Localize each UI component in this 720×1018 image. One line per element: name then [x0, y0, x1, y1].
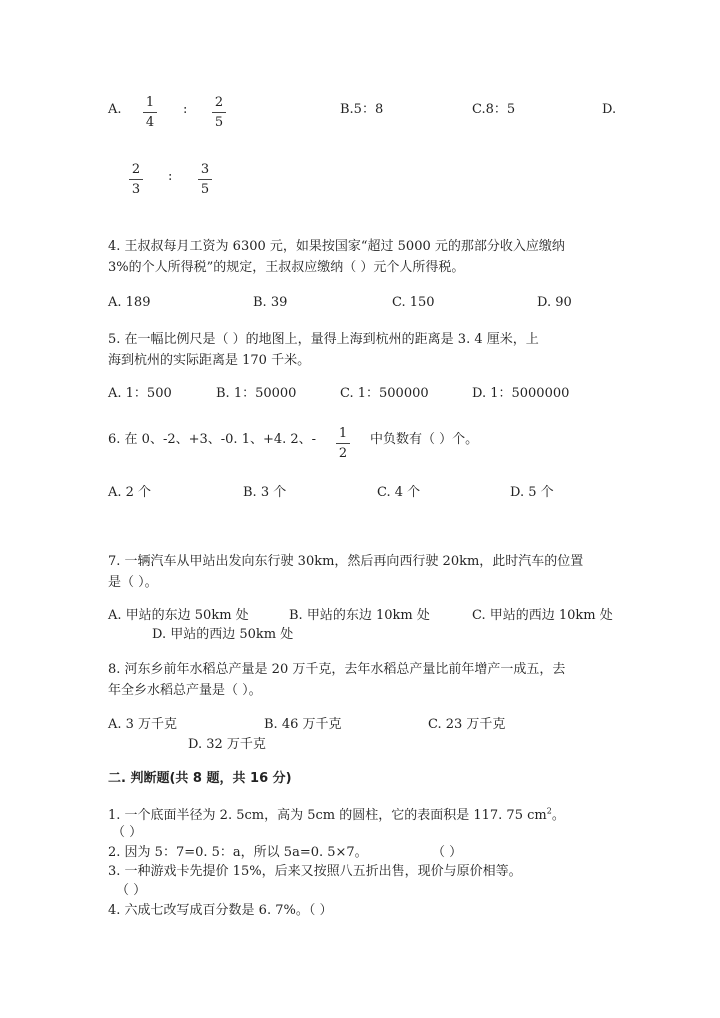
- fraction-numerator: 2: [214, 95, 224, 110]
- q6-prefix: 6. 在 0、-2、+3、-0. 1、+4. 2、-: [108, 432, 317, 447]
- judge-3-line-1: 3. 一种游戏卡先提价 15%，后来又按照八五折出售，现价与原价相等。: [108, 864, 522, 879]
- q3-option-b: B.5：8: [340, 102, 384, 117]
- q7-option-c: C. 甲站的西边 10km 处: [472, 608, 613, 623]
- judge-1-end: 。: [551, 808, 565, 823]
- q8-option-b: B. 46 万千克: [264, 717, 342, 732]
- fraction-numerator: 1: [145, 95, 155, 110]
- judge-2-answer-paren: （ ）: [432, 845, 463, 860]
- q6-suffix: 中负数有（ ）个。: [370, 432, 479, 447]
- q3-option-d-fraction-2: [198, 163, 212, 196]
- q5-option-a: A. 1：500: [108, 386, 172, 401]
- q3-option-c: C.8：5: [472, 102, 516, 117]
- q4-option-d: D. 90: [537, 295, 572, 310]
- q3-option-d-fraction-1: [129, 163, 143, 196]
- q6-option-a: A. 2 个: [108, 485, 152, 500]
- q5-line-1: 5. 在一幅比例尺是（ ）的地图上，量得上海到杭州的距离是 3. 4 厘米，上: [108, 332, 539, 347]
- q5-option-c: C. 1：500000: [340, 386, 429, 401]
- q4-option-c: C. 150: [392, 295, 435, 310]
- q6-option-d: D. 5 个: [510, 485, 554, 500]
- fraction-numerator: 2: [131, 162, 141, 177]
- q7-line-2: 是（ ）。: [108, 575, 158, 590]
- fraction-denominator: 5: [214, 115, 224, 130]
- q8-option-c: C. 23 万千克: [428, 717, 506, 732]
- q7-option-a: A. 甲站的东边 50km 处: [108, 608, 249, 623]
- fraction-bar: [336, 443, 350, 444]
- fraction-numerator: 3: [200, 162, 210, 177]
- judge-3-line-2: （ ）: [116, 883, 147, 898]
- judge-1-text: 1. 一个底面半径为 2. 5cm，高为 5cm 的圆柱，它的表面积是 117. 75 cm: [108, 808, 547, 823]
- q7-option-d: D. 甲站的西边 50km 处: [152, 627, 294, 642]
- q3-option-a-label: A.: [108, 102, 122, 117]
- q4-line-2: 3%的个人所得税”的规定，王叔叔应缴纳（ ）元个人所得税。: [108, 260, 465, 275]
- q6-option-b: B. 3 个: [243, 485, 287, 500]
- q8-option-d: D. 32 万千克: [188, 737, 266, 752]
- judge-1-line-2: （ ）: [112, 825, 143, 840]
- q3-option-a-colon: :: [183, 102, 188, 117]
- q7-line-1: 7. 一辆汽车从甲站出发向东行驶 30km，然后再向西行驶 20km，此时汽车的位置: [108, 554, 584, 569]
- q6-fraction: [336, 427, 350, 460]
- fraction-denominator: 3: [131, 182, 141, 197]
- section-2-title: 二. 判断题(共 8 题，共 16 分): [108, 771, 292, 786]
- q3-option-d-colon: :: [168, 169, 173, 184]
- q4-option-b: B. 39: [253, 295, 288, 310]
- q7-option-b: B. 甲站的东边 10km 处: [289, 608, 430, 623]
- fraction-bar: [129, 179, 143, 180]
- q8-line-1: 8. 河东乡前年水稻总产量是 20 万千克，去年水稻总产量比前年增产一成五，去: [108, 662, 566, 677]
- fraction-denominator: 5: [200, 182, 210, 197]
- q3-option-d-label: D.: [602, 102, 617, 117]
- fraction-bar: [212, 112, 226, 113]
- q8-line-2: 年全乡水稻总产量是（ ）。: [108, 683, 262, 698]
- q3-option-a-fraction-2: [212, 96, 226, 129]
- q4-line-1: 4. 王叔叔每月工资为 6300 元，如果按国家“超过 5000 元的那部分收入应缴纳: [108, 239, 565, 254]
- q3-option-a-fraction-1: [143, 96, 157, 129]
- q5-option-d: D. 1：5000000: [472, 386, 570, 401]
- judge-4-text: 4. 六成七改写成百分数是 6. 7%。（ ）: [108, 903, 333, 918]
- q5-option-b: B. 1：50000: [216, 386, 297, 401]
- judge-1-superscript: 2: [546, 806, 552, 816]
- fraction-numerator: 1: [338, 426, 348, 441]
- fraction-denominator: 4: [145, 115, 155, 130]
- q8-option-a: A. 3 万千克: [108, 717, 178, 732]
- judge-1-line-1: [108, 806, 565, 823]
- judge-2-text: 2. 因为 5：7=0. 5：a，所以 5a=0. 5×7。: [108, 845, 368, 860]
- q4-option-a: A. 189: [108, 295, 151, 310]
- fraction-bar: [198, 179, 212, 180]
- q6-option-c: C. 4 个: [377, 485, 421, 500]
- fraction-denominator: 2: [338, 446, 348, 461]
- fraction-bar: [143, 112, 157, 113]
- q5-line-2: 海到杭州的实际距离是 170 千米。: [108, 353, 311, 368]
